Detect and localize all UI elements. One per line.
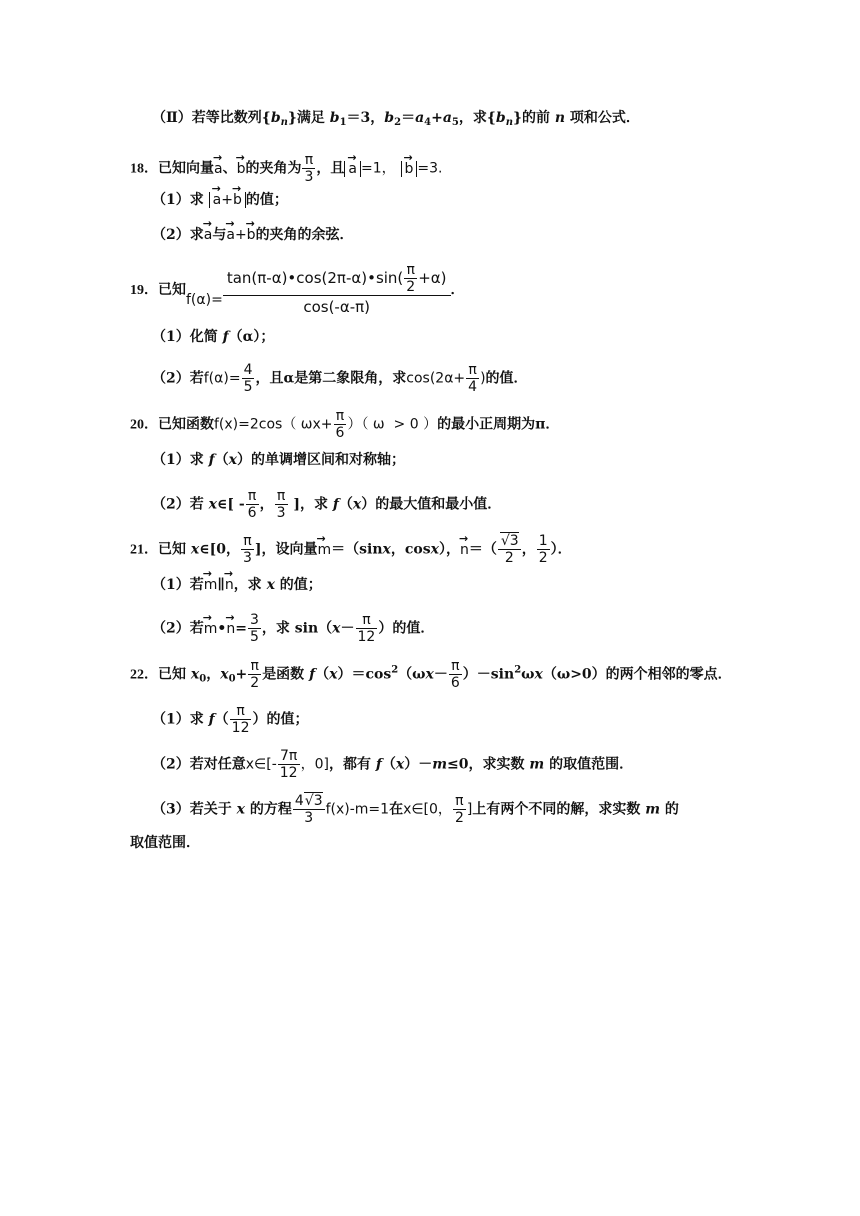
question-19-2: （2）若f(α)= $\frac{4}{5}$ ，且α是第二象限角，求cos(2α+ $\frac{\pi}{4}$ )的值． — [152, 362, 528, 395]
question-22: 22．已知 $x_0$，$x_0+$ $\frac{\pi}{2}$ 是函数 $f(x)=\cos^2(\omega x-$ $\frac{\pi}{6}$ ）$-\sin^2\omega x(\omega>0)$的两个相邻的零点． — [130, 658, 732, 691]
question-19: 19．已知f(α)= tan(π-α)•cos(2π-α)•sin( $\frac{\pi}{2}$ +α) cos(-α-π) ． — [130, 262, 465, 316]
question-20: 20．已知函数f(x)=2cos（ ωx+ $\frac{\pi}{6}$ ）（ ω > 0 ）的最小正周期为π． — [130, 408, 560, 441]
question-22-2: （2）若对任意x∈[- $\frac{7\pi}{12}$ ，0]，都有 f（x）－m≤0，求实数 m 的取值范围． — [152, 748, 634, 781]
question-21-1: （1）若→ m∥→ n，求 x 的值； — [152, 575, 322, 595]
question-22-1: （1）求 f（ $\frac{\pi}{12}$ ）的值； — [152, 703, 309, 736]
question-22-3: （3）若关于 x 的方程 $\frac{4√3}{3}$ f(x)-m=1在x∈[0， $\frac{\pi}{2}$ ]上有两个不同的解，求实数 m 的 — [152, 793, 679, 826]
question-18-1: （1）求 → a+→ b 的值； — [152, 190, 288, 210]
question-21-2: （2）若→ m•→ n= $\frac{3}{5}$ ，求 sin（x－ $\frac{\pi}{12}$ ）的值． — [152, 612, 434, 645]
question-20-2: （2）若 x∈[ - $\frac{\pi}{6}$ ， $\frac{\pi}{3}$ ]，求 f（x）的最大值和最小值． — [152, 488, 502, 521]
line-part-ii: （Ⅱ）若等比数列$\{b_n\}$满足 $b_1=3$，$b_2=a_4+a_5$，求$\{b_n\}$的前 n 项和公式． — [152, 110, 640, 128]
question-22-3-cont: 取值范围． — [130, 835, 200, 851]
question-18: 18．已知向量→ a、→ b的夹角为 $\frac{\pi}{3}$ ，且→ a =1， → b =3. — [130, 152, 443, 185]
question-19-1: （1）化简 f（α）； — [152, 329, 275, 345]
question-20-1: （1）求 f（x）的单调增区间和对称轴； — [152, 452, 406, 468]
question-21: 21．已知 x∈[0， $\frac{\pi}{3}$ ]，设向量→ m＝（sinx，cosx），→ n＝（ $\frac{√3}{2}$ ， $\frac{1}{2}$ ）． — [130, 533, 572, 566]
question-18-2: （2）求→ a与→ a+→ b的夹角的余弦． — [152, 225, 354, 245]
